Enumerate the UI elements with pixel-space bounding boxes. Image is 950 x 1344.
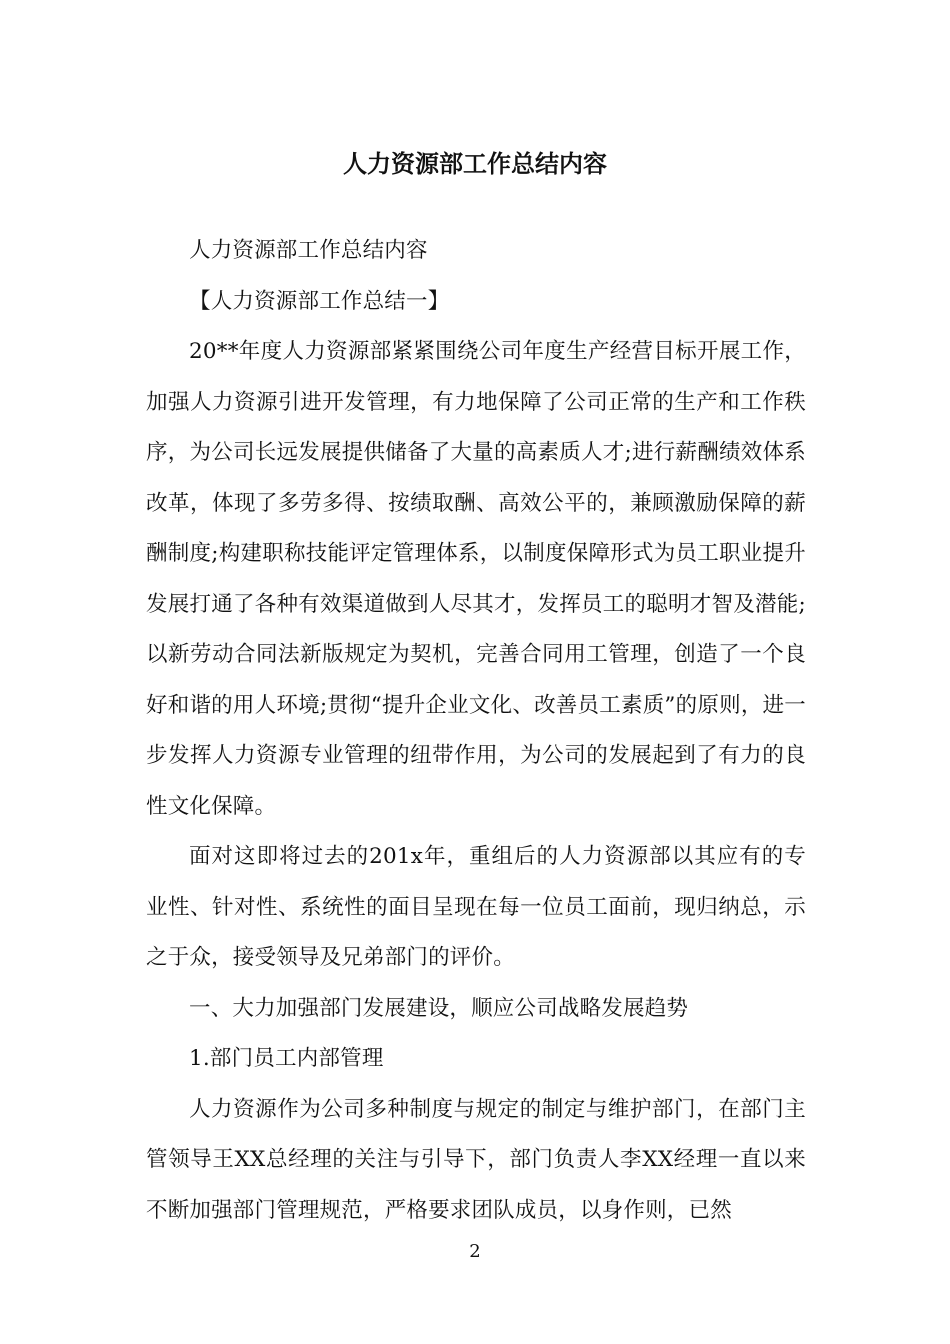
document-title: 人力资源部工作总结内容	[343, 150, 607, 178]
paragraph-section-label: 【人力资源部工作总结一】	[189, 288, 450, 314]
paragraph-year-review: 面对这即将过去的201x年，重组后的人力资源部以其应有的专业性、针对性、系统性的面目呈现在每一位员工面前，现归纳总，示之于众，接受领导及兄弟部门的评价。	[146, 844, 806, 970]
document-body	[146, 226, 806, 1236]
page-number: 2	[469, 1241, 481, 1262]
paragraph-annual-summary: 20**年度人力资源部紧紧围绕公司年度生产经营目标开展工作，加强人力资源引进开发管理，有力地保障了公司正常的生产和工作秩序，为公司长远发展提供储备了大量的高素质人才;进行薪酬绩效体系改革，体现了多劳多得、按绩取酬、高效公平的，兼顾激励保障的薪酬制度;构建职称技能评定管理体系，以制度保障形式为员工职业提升发展打通了各种有效渠道做到人尽其才，发挥员工的聪明才智及潜能;以新劳动合同法新版规定为契机，完善合同用工管理，创造了一个良好和谐的用人环境;贯彻“提升企业文化、改善员工素质”的原则，进一步发挥人力资源专业管理的纽带作用，为公司的发展起到了有力的良性文化保障。	[146, 339, 806, 819]
paragraph-heading: 人力资源部工作总结内容	[189, 238, 428, 263]
paragraph-subsection-heading: 1.部门员工内部管理	[189, 1046, 384, 1071]
paragraph-department-management: 人力资源作为公司多种制度与规定的制定与维护部门，在部门主管领导王XX总经理的关注与引导下，部门负责人李XX经理一直以来不断加强部门管理规范，严格要求团队成员，以身作则，已然	[146, 1096, 806, 1223]
paragraph-section-one-heading: 一、大力加强部门发展建设，顺应公司战略发展趋势	[189, 995, 689, 1021]
